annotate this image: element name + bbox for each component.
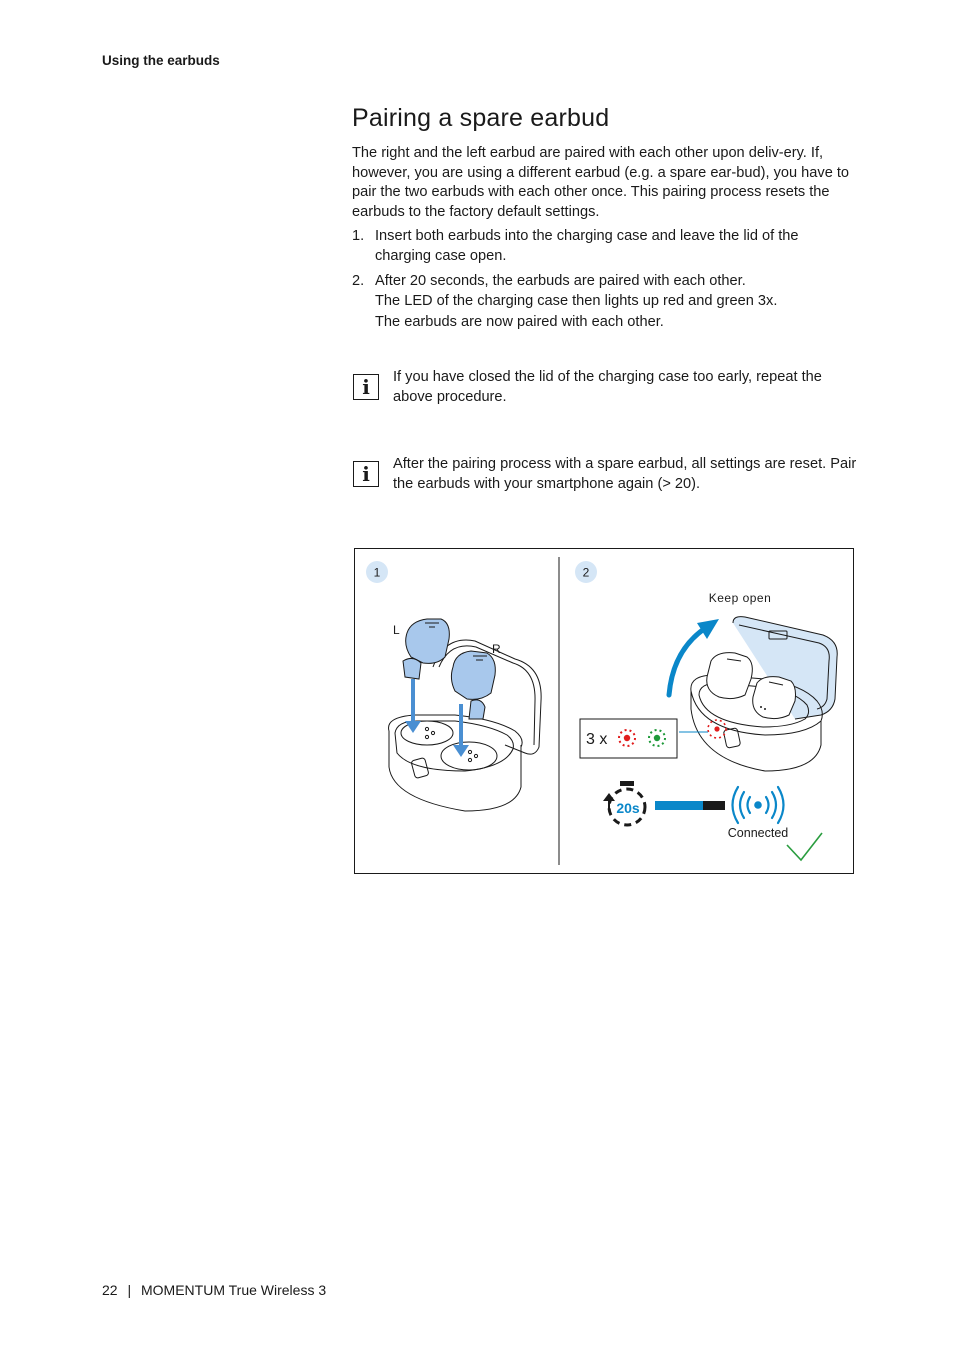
step-badge-label: 2 [582,565,590,580]
page-title: Pairing a spare earbud [352,104,610,132]
connected-signal-icon [733,787,784,823]
product-name: MOMENTUM True Wireless 3 [141,1282,327,1298]
left-label: L [393,623,400,637]
led-count-label: 3 x [586,731,608,748]
steps-list [352,227,857,339]
info-icon: i [353,374,379,400]
timer-icon [603,781,645,825]
note-text: After the pairing process with a spare earbud, all settings are reset. Pair the earbuds with your smartphone again (> 20). [393,456,857,492]
step-number: 2. [352,273,365,289]
check-icon [787,833,822,860]
keep-open-label: Keep open [708,591,772,605]
intro-paragraph: The right and the left earbud are paired with each other upon deliv-ery. If, however, you are using a different earbud (e.g. a spare ear-bud), you have to pair the two earbuds with each other once. This pairing process resets the earbuds to the factory default settings. [352,145,850,220]
page-number: 22 [102,1282,118,1298]
step-number: 1. [352,228,365,244]
step-text: Insert both earbuds into the charging case and leave the lid of the charging case open. [375,228,799,264]
illustration-svg [355,549,855,875]
step-text: The LED of the charging case then lights up red and green 3x. [375,292,778,309]
pairing-illustration [354,548,854,874]
right-earbud [451,651,495,719]
info-icon: i [353,461,379,487]
right-label: R [492,642,501,656]
timer-label: 20s [616,800,640,816]
left-earbud [403,619,449,679]
step-2 [352,272,857,333]
pairing-progress-bar [655,801,725,810]
step-result: The earbuds are now paired with each other. [375,314,664,330]
step-badge-label: 1 [373,565,381,580]
note-text: If you have closed the lid of the charging case too early, repeat the above procedure. [393,369,822,405]
footer-separator: | [127,1282,132,1298]
page-footer [102,1282,326,1298]
running-head: Using the earbuds [102,53,220,68]
step-text: After 20 seconds, the earbuds are paired with each other. [375,273,746,289]
step-1 [352,227,857,266]
led-indicator-box [580,719,677,758]
connected-label: Connected [727,826,789,840]
